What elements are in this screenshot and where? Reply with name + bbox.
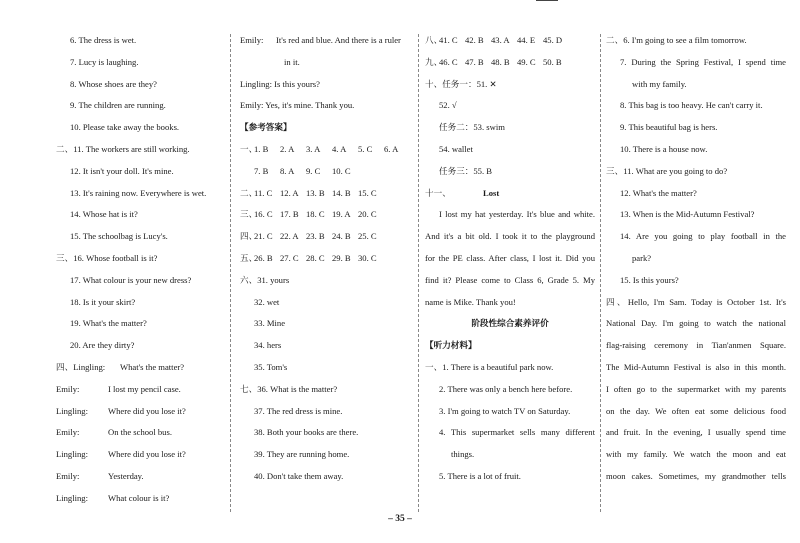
- answer-line: 十、任务一：51. ✕: [425, 78, 497, 89]
- choice-answer: 22. A: [280, 231, 299, 242]
- choice-answer: 4. A: [332, 143, 347, 154]
- choice-answer: 6. A: [384, 143, 399, 154]
- answer-line: 54. wallet: [439, 143, 473, 154]
- choice-answer: 3. A: [306, 143, 321, 154]
- choice-answer: 46. C: [439, 56, 458, 67]
- answer-line: 15. The schoolbag is Lucy's.: [70, 231, 168, 242]
- answer-line: 六、31. yours: [240, 274, 290, 285]
- choice-answer: 21. C: [254, 231, 273, 242]
- dialog-line: [56, 401, 224, 423]
- choice-answer: 12. A: [280, 187, 299, 198]
- listening-line: I often go to the supermarket with my parents: [606, 383, 786, 394]
- lost-title: Lost: [483, 187, 500, 198]
- answer-line: 38. Both your books are there.: [254, 427, 359, 438]
- dialog-line: [56, 466, 224, 488]
- choice-answer: 15. C: [358, 187, 377, 198]
- listening-line: 4. This supermarket sells many different: [439, 427, 595, 438]
- speaker: Lingling:: [56, 405, 88, 416]
- row-label: 一、: [240, 143, 258, 154]
- choice-answer: 42. B: [465, 35, 484, 45]
- utterance: Yesterday.: [108, 470, 144, 481]
- column-divider: [418, 34, 419, 512]
- listening-line: with my family.: [632, 78, 687, 89]
- answer-line: 二、11. The workers are still working.: [56, 143, 190, 154]
- dialog-line: in it.: [284, 56, 300, 67]
- utterance: I lost my pencil case.: [108, 383, 181, 394]
- listening-line: on the day. We often eat some delicious food: [606, 405, 786, 416]
- dialog-line: [56, 422, 224, 444]
- dialog-line: [56, 488, 224, 510]
- answer-heading: 【参考答案】: [240, 122, 292, 133]
- answer-line: 20. Are they dirty?: [70, 340, 135, 351]
- choice-answer: 7. B: [254, 165, 269, 176]
- column-2: [240, 30, 412, 488]
- answer-line: 7. Lucy is laughing.: [70, 56, 139, 67]
- answer-line: 39. They are running home.: [254, 449, 350, 460]
- answer-line: 13. It's raining now. Everywhere is wet.: [70, 187, 207, 198]
- column-3: [425, 30, 595, 488]
- choice-answer: 18. C: [306, 209, 325, 220]
- listening-line: 14. Are you going to play football in the: [620, 231, 786, 242]
- listening-heading: 【听力材料】: [425, 340, 477, 351]
- listening-line: flag-raising ceremony in Tian'anmen Square.: [606, 340, 786, 351]
- speaker: Emily:: [56, 470, 80, 481]
- answer-line: 34. hers: [254, 340, 282, 351]
- dialog-line: [56, 357, 224, 379]
- answer-line: 任务三：55. B: [439, 165, 492, 176]
- choice-row: [425, 30, 595, 52]
- speaker: Emily:: [56, 427, 80, 438]
- choice-answer: 10. C: [332, 165, 351, 176]
- listening-line: moon cakes. Sometimes, my grandmother tells: [606, 470, 786, 481]
- choice-answer: 25. C: [358, 231, 377, 242]
- column-divider: [230, 34, 231, 512]
- choice-answer: 45. D: [543, 35, 563, 45]
- choice-row: [240, 204, 412, 226]
- listening-line: 9. This beautiful bag is hers.: [620, 122, 718, 133]
- listening-line: 12. What's the matter?: [620, 187, 697, 198]
- listening-line: 三、11. What are you going to do?: [606, 165, 728, 176]
- listening-line: 2. There was only a bench here before.: [439, 383, 573, 394]
- choice-answer: 29. B: [332, 252, 351, 263]
- answer-line: 52. √: [439, 100, 457, 111]
- passage-line: I lost my hat yesterday. It's blue and white.: [439, 209, 595, 220]
- answer-line: 32. wet: [254, 296, 280, 307]
- listening-line: things.: [451, 449, 475, 460]
- choice-answer: 43. A: [491, 35, 510, 45]
- utterance: On the school bus.: [108, 427, 172, 438]
- page-number: – 35 –: [388, 514, 412, 524]
- choice-answer: 48. B: [491, 56, 510, 67]
- choice-answer: 24. B: [332, 231, 351, 242]
- row-label: 九、: [425, 56, 443, 67]
- answer-line: 18. Is it your skirt?: [70, 296, 136, 307]
- listening-line: 一、1. There is a beautiful park now.: [425, 361, 554, 372]
- passage-line: name is Mike. Thank you!: [425, 296, 516, 307]
- choice-answer: 41. C: [439, 35, 458, 45]
- choice-answer: 44. E: [517, 35, 536, 45]
- answer-line: 19. What's the matter?: [70, 318, 147, 329]
- column-1: [56, 30, 224, 510]
- dialog-line: [56, 444, 224, 466]
- answer-line: 17. What colour is your new dress?: [70, 274, 192, 285]
- listening-line: 5. There is a lot of fruit.: [439, 470, 521, 481]
- choice-row: [240, 226, 412, 248]
- listening-line: 15. Is this yours?: [620, 274, 679, 285]
- answer-line: 七、36. What is the matter?: [240, 383, 338, 394]
- answer-line: 任务二：53. swim: [439, 122, 505, 133]
- utterance: What colour is it?: [108, 492, 170, 503]
- answer-line: 37. The red dress is mine.: [254, 405, 343, 416]
- passage-line: And it's a bit old. I took it to the playground: [425, 231, 595, 242]
- choice-row: [240, 161, 412, 183]
- column-4: [606, 30, 786, 488]
- top-mark: [536, 0, 558, 1]
- choice-answer: 27. C: [280, 252, 299, 263]
- answer-line: 6. The dress is wet.: [70, 35, 137, 45]
- dialog-line: Lingling: Is this yours?: [240, 78, 320, 89]
- dialog-line: [56, 379, 224, 401]
- choice-row: [425, 52, 595, 74]
- speaker: Lingling:: [56, 492, 88, 503]
- listening-line: park?: [632, 252, 652, 263]
- listening-line: 7. During the Spring Festival, I spend time: [620, 56, 786, 67]
- row-label: 四、: [240, 231, 258, 242]
- listening-line: 13. When is the Mid-Autumn Festival?: [620, 209, 755, 220]
- listening-line: 四、Hello, I'm Sam. Today is October 1st. It's: [606, 296, 786, 307]
- row-label: 三、: [240, 209, 258, 220]
- lost-heading: [425, 183, 595, 205]
- choice-answer: 50. B: [543, 56, 562, 67]
- listening-line: The Mid-Autumn Festival is also in this month.: [606, 361, 786, 372]
- answer-line: 10. Please take away the books.: [70, 122, 180, 133]
- choice-answer: 14. B: [332, 187, 351, 198]
- choice-row: [240, 248, 412, 270]
- answer-line: 12. It isn't your doll. It's mine.: [70, 165, 174, 176]
- speaker: Emily:: [56, 383, 80, 394]
- answer-line: 8. Whose shoes are they?: [70, 78, 157, 89]
- choice-answer: 13. B: [306, 187, 325, 198]
- answer-line: 33. Mine: [254, 318, 286, 329]
- speaker: Lingling:: [56, 449, 88, 460]
- choice-answer: 1. B: [254, 143, 269, 154]
- listening-line: and fruit. In the evening, I usually spend time: [606, 427, 786, 438]
- choice-answer: 30. C: [358, 252, 377, 263]
- dialog-line: Emily: Yes, it's mine. Thank you.: [240, 100, 355, 111]
- choice-row: [240, 183, 412, 205]
- answer-line: 14. Whose hat is it?: [70, 209, 138, 220]
- answer-line: 35. Tom's: [254, 361, 288, 372]
- answer-line: 9. The children are running.: [70, 100, 166, 111]
- choice-answer: 49. C: [517, 56, 536, 67]
- choice-answer: 28. C: [306, 252, 325, 263]
- answer-line: 三、16. Whose football is it?: [56, 252, 158, 263]
- passage-line: for the PE class. After class, I lost it. Did you: [425, 252, 595, 263]
- choice-answer: 16. C: [254, 209, 273, 220]
- choice-answer: 5. C: [358, 143, 373, 154]
- listening-line: 二、6. I'm going to see a film tomorrow.: [606, 35, 747, 45]
- choice-answer: 17. B: [280, 209, 299, 220]
- listening-line: 3. I'm going to watch TV on Saturday.: [439, 405, 571, 416]
- section-number: 十一、: [425, 187, 451, 198]
- listening-line: 10. There is a house now.: [620, 143, 708, 154]
- choice-answer: 47. B: [465, 56, 484, 67]
- choice-answer: 23. B: [306, 231, 325, 242]
- row-label: 二、: [240, 187, 258, 198]
- row-label: 八、: [425, 35, 443, 45]
- dialog-line: Emily: It's red and blue. And there is a ruler: [240, 35, 401, 45]
- choice-answer: 2. A: [280, 143, 295, 154]
- listening-line: National Day. I'm going to watch the national: [606, 318, 786, 329]
- passage-line: find it? Please come to Class 6, Grade 5. My: [425, 274, 595, 285]
- utterance: Where did you lose it?: [108, 449, 186, 460]
- choice-answer: 9. C: [306, 165, 321, 176]
- answer-line: 40. Don't take them away.: [254, 470, 344, 481]
- choice-answer: 8. A: [280, 165, 295, 176]
- speaker: 四、Lingling:: [56, 361, 106, 372]
- choice-answer: 19. A: [332, 209, 351, 220]
- utterance: What's the matter?: [120, 361, 185, 372]
- listening-line: with my family. We watch the moon and eat: [606, 449, 786, 460]
- section-title: 阶段性综合素养评价: [471, 318, 549, 329]
- choice-row: [240, 139, 412, 161]
- choice-answer: 11. C: [254, 187, 273, 198]
- choice-answer: 26. B: [254, 252, 273, 263]
- row-label: 五、: [240, 252, 258, 263]
- utterance: Where did you lose it?: [108, 405, 186, 416]
- choice-answer: 20. C: [358, 209, 377, 220]
- column-divider: [600, 34, 601, 512]
- listening-line: 8. This bag is too heavy. He can't carry it.: [620, 100, 763, 111]
